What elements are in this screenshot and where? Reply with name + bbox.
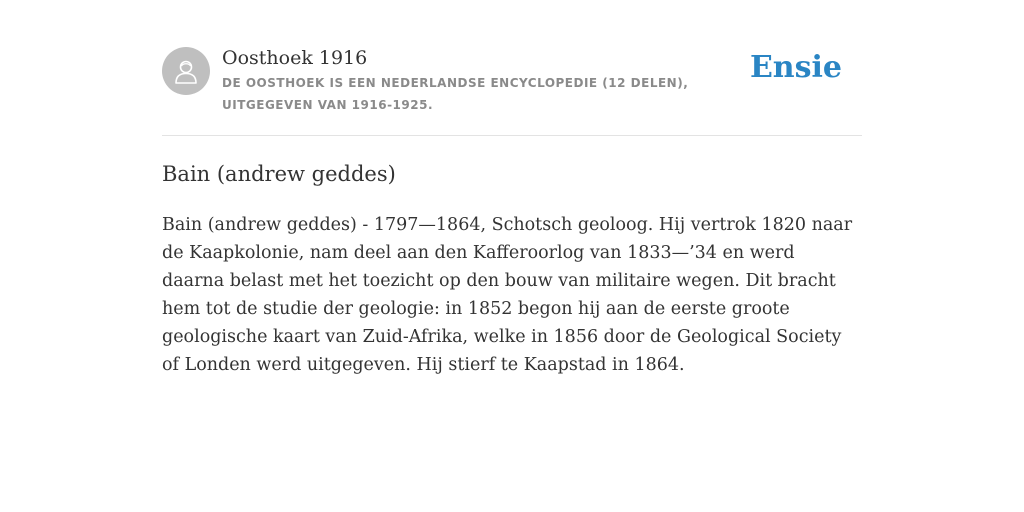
entry-title: Bain (andrew geddes) [162,162,396,186]
source-title[interactable]: Oosthoek 1916 [222,47,368,69]
user-icon [172,57,200,85]
page [162,0,862,375]
entry-body: Bain (andrew geddes) - 1797—1864, Schotsch geoloog. Hij vertrok 1820 naar de Kaapkolonie, nam deel aan den Kafferoorlog van 1833—’34 en werd daarna belast met het toezicht op den bouw van militaire wegen. Dit bracht hem tot de studie der geologie: in 1852 begon hij aan de eerste groote geologische kaart van Zuid-Afrika, welke in 1856 door de Geological Society of Londen werd uitgegeven. Hij stierf te Kaapstad in 1864. [162,215,853,375]
source-header [162,0,862,136]
source-description: DE OOSTHOEK IS EEN NEDERLANDSE ENCYCLOPEDIE (12 DELEN), UITGEGEVEN VAN 1916-1925. [222,76,689,112]
source-info [222,46,762,116]
ensie-logo[interactable]: Ensie [749,50,842,85]
source-avatar[interactable] [162,47,210,95]
